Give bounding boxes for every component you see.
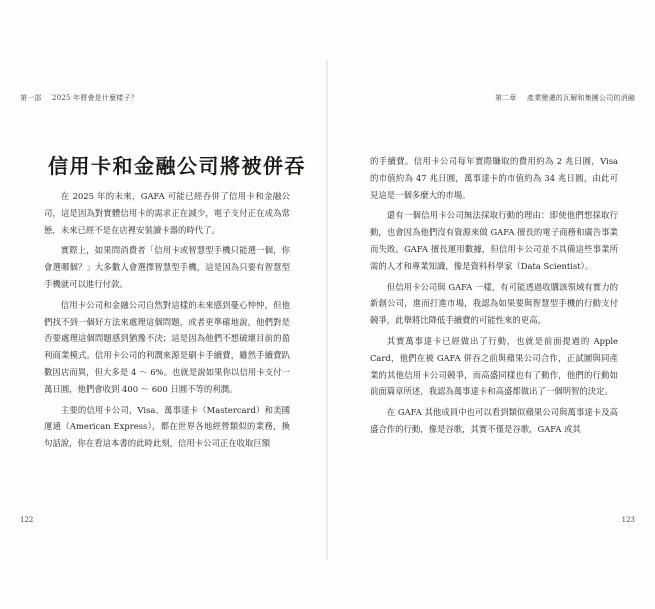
running-head-title: 2025 年將會是什麼樣子？ <box>52 94 138 102</box>
left-body-text <box>44 188 290 456</box>
running-head-title: 產業變遷的瓦解和集團公司的消融 <box>527 94 635 102</box>
right-running-head <box>495 93 635 103</box>
paragraph: 但信用卡公司與 GAFA 一樣，有可能透過收購該領域有實力的新創公司，進而打進市場，我認為如果要與智慧型手機的行動支付競爭，此舉將比降低手續費的可能性來的更高。 <box>370 281 618 326</box>
paragraph: 主要的信用卡公司，Visa、萬事達卡（Mastercard）和美國運通（American Express），都在世界各地經營類似的業務，換句話說，你在看這本書的此時此刻，信用卡公司正在收取巨額 <box>44 404 290 449</box>
chapter-title: 信用卡和金融公司將被併吞 <box>48 154 306 178</box>
paragraph: 信用卡公司和金融公司自然對這樣的未來感到憂心忡忡，但他們找不到一個好方法來處理這個問題，或者更準確地說，他們對是否要處理這個問題感到猶豫不決；這是因為他們不想破壞目前的盈利商業模式。信用卡公司的利潤來源是刷卡手續費，雖然手續費趴數因店而異，但大多是 4 ～ 6%。也就是說如果你以信用卡支付一萬日圓，他們會收到 400 ～ 600 日圓不等的利潤。 <box>44 299 290 394</box>
paragraph: 其實萬事達卡已經做出了行動，也就是前面提過的 Apple Card，他們在被 GAFA 併吞之前與蘋果公司合作，正試圖與同產業的其他信用卡公司競爭，而高盛同樣也有了動作，他們的行動如前面篇章所述，我認為萬事達卡和高盛都做出了一個明智的決定。 <box>370 335 618 397</box>
paragraph: 還有一個信用卡公司無法採取行動的理由：即使他們想採取行動，也會因為他們沒有資源來做 GAFA 擅長的電子商務和廣告事業而失敗。GAFA 擅長運用數據，但信用卡公司並不具備這些事業所需的人才和專業知識，像是資料科學家（Data Scientist）。 <box>370 210 618 271</box>
left-page <box>0 0 327 609</box>
right-page <box>328 0 655 609</box>
running-head-chapter: 第二章 <box>494 94 517 102</box>
paragraph: 在 GAFA 其他成員中也可以看到類似蘋果公司與萬事達卡及高盛合作的行動，像是谷歌，其實不僅是谷歌，GAFA 或其 <box>370 407 618 434</box>
running-head-part: 第一部 <box>20 94 42 102</box>
paragraph: 實際上，如果問消費者「信用卡或智慧型手機只能選一個，你會選哪個？」大多數人會選擇智慧型手機，這是因為只要有智慧型手機就可以進行付款。 <box>44 245 290 289</box>
left-page-number: 122 <box>20 516 34 524</box>
paragraph: 在 2025 年的未來，GAFA 可能已經吞併了信用卡和金融公司，這是因為對實體信用卡的需求正在減少，電子支付正在成為常態，未來已經不是在店裡安裝讀卡器的時代了。 <box>44 191 290 235</box>
right-page-number: 123 <box>621 516 635 524</box>
right-body-text <box>370 153 618 442</box>
left-running-head <box>20 93 138 103</box>
paragraph-continued: 的手續費。信用卡公司每年實際賺取的費用約為 2 兆日圓，Visa 的市值約為 47 兆日圓，萬事達卡的市值約為 34 兆日圓，由此可見這是一個多麼大的市場。 <box>370 156 618 200</box>
